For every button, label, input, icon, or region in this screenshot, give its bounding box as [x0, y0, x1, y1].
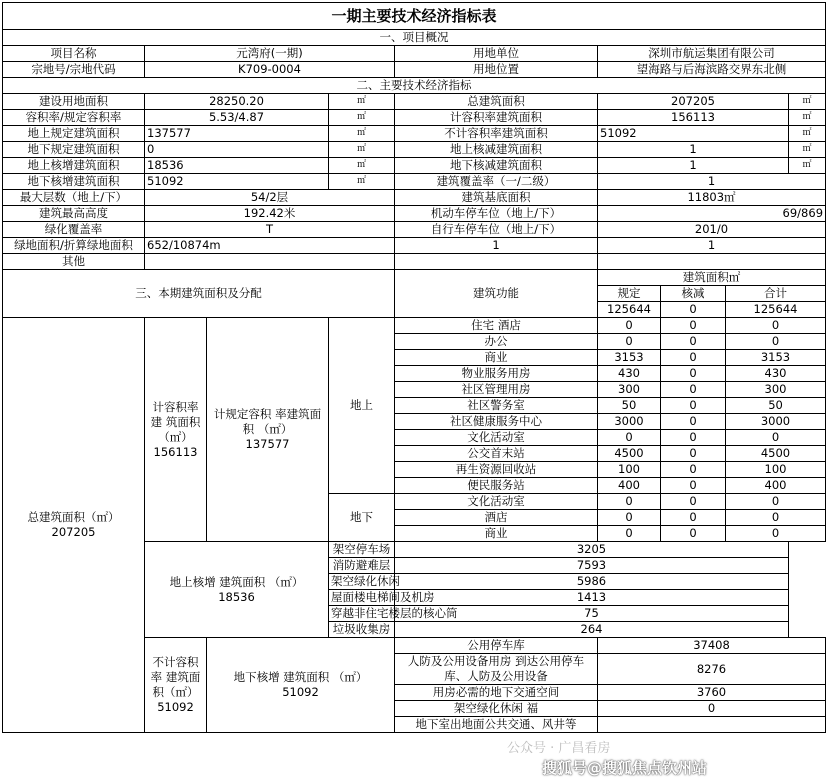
unit-cell: ㎡: [789, 110, 826, 126]
non-fa-area-label: 不计容积率 建筑面积（㎡） 51092: [145, 638, 207, 733]
value-cell: 11803㎡: [598, 190, 826, 206]
unit-cell: ㎡: [329, 142, 395, 158]
value-cell: 51092: [145, 174, 329, 190]
value-cell: 3153: [726, 350, 826, 366]
table-row: [3, 110, 826, 126]
value-cell: 207205: [598, 94, 789, 110]
value-cell: 望海路与后海滨路交界东北侧: [598, 62, 826, 78]
value-cell: 5.53/4.87: [145, 110, 329, 126]
function-cell: 架空绿化休闲 福: [395, 701, 598, 717]
value-cell: 137577: [145, 126, 329, 142]
value-cell: 0: [661, 318, 726, 334]
value-cell: 430: [598, 366, 661, 382]
label-cell: 建筑基底面积: [395, 190, 598, 206]
function-cell: 垃圾收集房: [329, 622, 395, 638]
value-cell: 0: [726, 510, 826, 526]
function-cell: 屋面楼电梯间及机房: [329, 590, 395, 606]
value-cell: 0: [598, 510, 661, 526]
label-cell: 宗地号/宗地代码: [3, 62, 145, 78]
value-cell: 300: [726, 382, 826, 398]
value-cell: [598, 254, 826, 270]
label-cell: 地上核减建筑面积: [395, 142, 598, 158]
function-cell: 再生资源回收站: [395, 462, 598, 478]
value-cell: 0: [661, 526, 726, 542]
total-area-label: 总建筑面积（㎡） 207205: [3, 318, 145, 733]
value-cell: 3205: [395, 542, 789, 558]
function-header: 建筑功能: [395, 270, 598, 318]
value-cell: 0: [661, 334, 726, 350]
value-cell: 0: [598, 494, 661, 510]
label-cell: 容积率/规定容积率: [3, 110, 145, 126]
value-cell: 0: [661, 462, 726, 478]
function-cell: 穿越非住宅楼层的核心筒: [329, 606, 395, 622]
value-cell: 0: [661, 494, 726, 510]
table-row: [3, 254, 826, 270]
value-cell: 4500: [726, 446, 826, 462]
label-cell: 其他: [3, 254, 145, 270]
value-cell: [598, 717, 826, 733]
below-increase-label: 地下核增 建筑面积 （㎡） 51092: [207, 638, 395, 733]
value-cell: 4500: [598, 446, 661, 462]
value-cell: 0: [598, 526, 661, 542]
function-cell: 地下室出地面公共交通、风井等: [395, 717, 598, 733]
label-cell: 建筑覆盖率（一/二级）: [395, 174, 598, 190]
label-cell: 用地单位: [395, 46, 598, 62]
value-cell: 3760: [598, 685, 826, 701]
unit-cell: ㎡: [329, 110, 395, 126]
regulated-area-label: 计规定容积 率建筑面积 （㎡） 137577: [207, 318, 329, 542]
label-cell: 建筑最高高度: [3, 206, 145, 222]
sub-header: 规定: [598, 286, 661, 302]
function-cell: 消防避难层: [329, 558, 395, 574]
value-cell: 0: [661, 302, 726, 318]
area-header: 建筑面积㎡: [598, 270, 826, 286]
function-cell: 用房必需的地下交通空间: [395, 685, 598, 701]
value-cell: 0: [661, 446, 726, 462]
value-cell: 50: [726, 398, 826, 414]
table-row: [3, 318, 826, 334]
value-cell: 1: [598, 142, 789, 158]
table-row: [3, 206, 826, 222]
sub-header: 合计: [726, 286, 826, 302]
value-cell: 652/10874m: [145, 238, 395, 254]
value-cell: 0: [661, 366, 726, 382]
value-cell: 1: [395, 238, 598, 254]
value-cell: 37408: [598, 638, 826, 654]
above-ground-label: 地上: [329, 318, 395, 494]
sub-header: 核减: [661, 286, 726, 302]
value-cell: 0: [661, 478, 726, 494]
label-cell: 自行车停车位（地上/下）: [395, 222, 598, 238]
unit-cell: ㎡: [329, 126, 395, 142]
value-cell: 192.42米: [145, 206, 395, 222]
table-row: [3, 174, 826, 190]
function-cell: 架空绿化休闲: [329, 574, 395, 590]
value-cell: 400: [726, 478, 826, 494]
value-cell: 0: [661, 398, 726, 414]
above-increase-label: 地上核增 建筑面积 （㎡） 18536: [145, 542, 329, 638]
value-cell: 元湾府(一期): [145, 46, 395, 62]
value-cell: 0: [726, 526, 826, 542]
table-row: [3, 270, 826, 286]
section-heading: 三、本期建筑面积及分配: [3, 270, 395, 318]
unit-cell: ㎡: [789, 142, 826, 158]
table-row: [3, 126, 826, 142]
label-cell: 地下规定建筑面积: [3, 142, 145, 158]
table-row: [3, 158, 826, 174]
value-cell: 264: [395, 622, 789, 638]
value-cell: 125644: [598, 302, 661, 318]
unit-cell: ㎡: [329, 94, 395, 110]
value-cell: 28250.20: [145, 94, 329, 110]
label-cell: 最大层数（地上/下）: [3, 190, 145, 206]
label-cell: 地下核减建筑面积: [395, 158, 598, 174]
label-cell: 计容积率建筑面积: [395, 110, 598, 126]
unit-cell: ㎡: [329, 158, 395, 174]
value-cell: 1413: [395, 590, 789, 606]
value-cell: 50: [598, 398, 661, 414]
value-cell: [145, 254, 395, 270]
value-cell: 100: [598, 462, 661, 478]
table-row: [3, 62, 826, 78]
value-cell: 0: [598, 318, 661, 334]
value-cell: 0: [598, 701, 826, 717]
below-ground-label: 地下: [329, 494, 395, 542]
value-cell: 300: [598, 382, 661, 398]
value-cell: 201/0: [598, 222, 826, 238]
function-cell: 办公: [395, 334, 598, 350]
value-cell: 18536: [145, 158, 329, 174]
value-cell: 75: [395, 606, 789, 622]
table-row: [3, 238, 826, 254]
value-cell: 0: [661, 430, 726, 446]
label-cell: 建设用地面积: [3, 94, 145, 110]
label-cell: 总建筑面积: [395, 94, 598, 110]
value-cell: 400: [598, 478, 661, 494]
function-cell: 公用停车库: [395, 638, 598, 654]
value-cell: [395, 254, 598, 270]
value-cell: K709-0004: [145, 62, 395, 78]
table-row: [3, 46, 826, 62]
fa-area-label: 计容积率建 筑面积（㎡） 156113: [145, 318, 207, 542]
value-cell: 430: [726, 366, 826, 382]
table-row: [3, 222, 826, 238]
value-cell: 0: [598, 430, 661, 446]
wechat-watermark: 公众号 · 广昌看房: [507, 741, 611, 756]
indicator-table: [2, 2, 826, 733]
value-cell: 0: [726, 494, 826, 510]
value-cell: 0: [726, 334, 826, 350]
function-cell: 住宅 酒店: [395, 318, 598, 334]
sohu-watermark: 搜狐号@搜狐焦点钦州站: [542, 759, 708, 777]
value-cell: 3000: [598, 414, 661, 430]
value-cell: 8276: [598, 654, 826, 685]
value-cell: 125644: [726, 302, 826, 318]
table-row: [3, 142, 826, 158]
function-cell: 便民服务站: [395, 478, 598, 494]
label-cell: 项目名称: [3, 46, 145, 62]
value-cell: 0: [661, 350, 726, 366]
value-cell: T: [145, 222, 395, 238]
value-cell: 0: [661, 414, 726, 430]
value-cell: 0: [726, 430, 826, 446]
section-heading: 二、主要技术经济指标: [3, 78, 826, 94]
label-cell: 用地位置: [395, 62, 598, 78]
value-cell: 5986: [395, 574, 789, 590]
value-cell: 0: [145, 142, 329, 158]
function-cell: 架空停车场: [329, 542, 395, 558]
label-cell: 机动车停车位（地上/下）: [395, 206, 598, 222]
value-cell: 51092: [598, 126, 789, 142]
value-cell: 深圳市航运集团有限公司: [598, 46, 826, 62]
function-cell: 酒店: [395, 510, 598, 526]
function-cell: 社区警务室: [395, 398, 598, 414]
function-cell: 社区健康服务中心: [395, 414, 598, 430]
value-cell: 7593: [395, 558, 789, 574]
value-cell: 3153: [598, 350, 661, 366]
function-cell: 文化活动室: [395, 494, 598, 510]
label-cell: 绿化覆盖率: [3, 222, 145, 238]
function-cell: 公交首末站: [395, 446, 598, 462]
label-cell: 地上核增建筑面积: [3, 158, 145, 174]
value-cell: 0: [598, 334, 661, 350]
value-cell: 100: [726, 462, 826, 478]
value-cell: 0: [726, 318, 826, 334]
unit-cell: ㎡: [789, 126, 826, 142]
value-cell: 3000: [726, 414, 826, 430]
label-cell: 地上规定建筑面积: [3, 126, 145, 142]
function-cell: 社区管理用房: [395, 382, 598, 398]
label-cell: 绿地面积/折算绿地面积: [3, 238, 145, 254]
label-cell: 不计容积率建筑面积: [395, 126, 598, 142]
value-cell: 0: [661, 510, 726, 526]
value-cell: 156113: [598, 110, 789, 126]
value-cell: 1: [598, 158, 789, 174]
label-cell: 地下核增建筑面积: [3, 174, 145, 190]
value-cell: 69/869: [598, 206, 826, 222]
function-cell: 商业: [395, 526, 598, 542]
table-row: [3, 190, 826, 206]
function-cell: 物业服务用房: [395, 366, 598, 382]
unit-cell: ㎡: [789, 94, 826, 110]
unit-cell: ㎡: [789, 158, 826, 174]
value-cell: 1: [598, 238, 826, 254]
function-cell: 商业: [395, 350, 598, 366]
value-cell: 0: [661, 382, 726, 398]
section-heading: 一、项目概况: [3, 30, 826, 46]
unit-cell: ㎡: [329, 174, 395, 190]
value-cell: 1: [598, 174, 826, 190]
value-cell: 54/2层: [145, 190, 395, 206]
function-cell: 文化活动室: [395, 430, 598, 446]
table-row: [3, 94, 826, 110]
table-title: 一期主要技术经济指标表: [3, 3, 826, 30]
function-cell: 人防及公用设备用房 到达公用停车库、人防及公用设备: [395, 654, 598, 685]
